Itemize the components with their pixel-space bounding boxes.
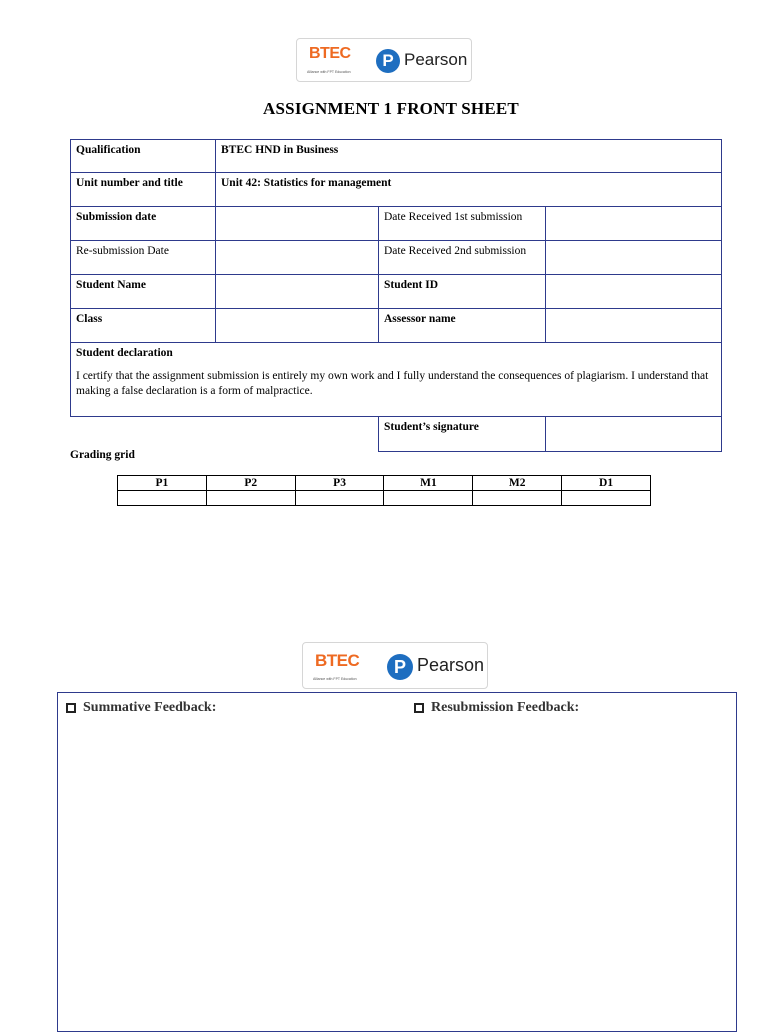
grading-grid-label: Grading grid [70, 449, 135, 461]
resubmission-feedback-header [414, 700, 579, 716]
btec-logo-subtext: Alliance with FPT Education [307, 70, 351, 74]
declaration-label: Student declaration [76, 347, 173, 359]
date-received-1-field[interactable] [546, 207, 722, 241]
date-received-1-label: Date Received 1st submission [379, 207, 546, 241]
signature-field[interactable] [546, 417, 722, 452]
resubmission-feedback-label: Resubmission Feedback: [431, 700, 580, 715]
btec-pearson-logo [296, 38, 472, 82]
pearson-logo-text: Pearson [417, 655, 485, 675]
grading-grid [117, 475, 651, 506]
grading-value-row [118, 491, 651, 506]
qualification-value: BTEC HND in Business [216, 140, 722, 173]
btec-pearson-logo-secondary [302, 642, 488, 689]
student-id-label: Student ID [379, 275, 546, 309]
row-student-name [71, 275, 722, 309]
resubmission-checkbox-icon[interactable] [414, 703, 424, 713]
row-declaration [71, 343, 722, 417]
summative-feedback-label: Summative Feedback: [83, 700, 217, 715]
class-label: Class [71, 309, 216, 343]
resubmission-date-field[interactable] [216, 241, 379, 275]
declaration-text: I certify that the assignment submission is entirely my own work and I fully understand the consequences of plagiarism. I understand that making a false declaration is a form of malpractice. [76, 370, 709, 397]
front-sheet-table [70, 139, 722, 452]
submission-date-field[interactable] [216, 207, 379, 241]
grade-cell-d1[interactable] [562, 491, 651, 506]
row-signature [71, 417, 722, 452]
signature-spacer [71, 417, 379, 452]
declaration-cell [71, 343, 722, 417]
unit-label: Unit number and title [71, 173, 216, 207]
grade-header-p3: P3 [295, 476, 384, 491]
grade-header-m2: M2 [473, 476, 562, 491]
unit-value: Unit 42: Statistics for management [216, 173, 722, 207]
row-submission [71, 207, 722, 241]
grade-header-d1: D1 [562, 476, 651, 491]
grade-header-p2: P2 [206, 476, 295, 491]
assessor-label: Assessor name [379, 309, 546, 343]
grade-cell-m1[interactable] [384, 491, 473, 506]
grading-header-row [118, 476, 651, 491]
date-received-2-label: Date Received 2nd submission [379, 241, 546, 275]
btec-logo-text: BTEC [315, 651, 360, 670]
pearson-logo-icon: P [387, 654, 413, 680]
class-field[interactable] [216, 309, 379, 343]
row-qualification [71, 140, 722, 173]
grade-cell-p2[interactable] [206, 491, 295, 506]
grade-cell-p3[interactable] [295, 491, 384, 506]
student-id-field[interactable] [546, 275, 722, 309]
summative-feedback-header [66, 700, 216, 716]
row-resubmission [71, 241, 722, 275]
btec-logo-subtext: Alliance with FPT Education [313, 677, 357, 681]
feedback-box [57, 692, 737, 1032]
row-class [71, 309, 722, 343]
grade-header-p1: P1 [118, 476, 207, 491]
student-name-label: Student Name [71, 275, 216, 309]
qualification-label: Qualification [71, 140, 216, 173]
grade-cell-p1[interactable] [118, 491, 207, 506]
date-received-2-field[interactable] [546, 241, 722, 275]
row-unit [71, 173, 722, 207]
pearson-logo-icon: P [376, 49, 400, 73]
pearson-logo-text: Pearson [404, 50, 468, 69]
grade-cell-m2[interactable] [473, 491, 562, 506]
student-name-field[interactable] [216, 275, 379, 309]
btec-logo-text: BTEC [309, 45, 351, 62]
assessor-field[interactable] [546, 309, 722, 343]
submission-date-label: Submission date [71, 207, 216, 241]
summative-checkbox-icon[interactable] [66, 703, 76, 713]
grade-header-m1: M1 [384, 476, 473, 491]
page-title: ASSIGNMENT 1 FRONT SHEET [263, 99, 519, 118]
resubmission-date-label: Re-submission Date [71, 241, 216, 275]
signature-label: Student’s signature [379, 417, 546, 452]
